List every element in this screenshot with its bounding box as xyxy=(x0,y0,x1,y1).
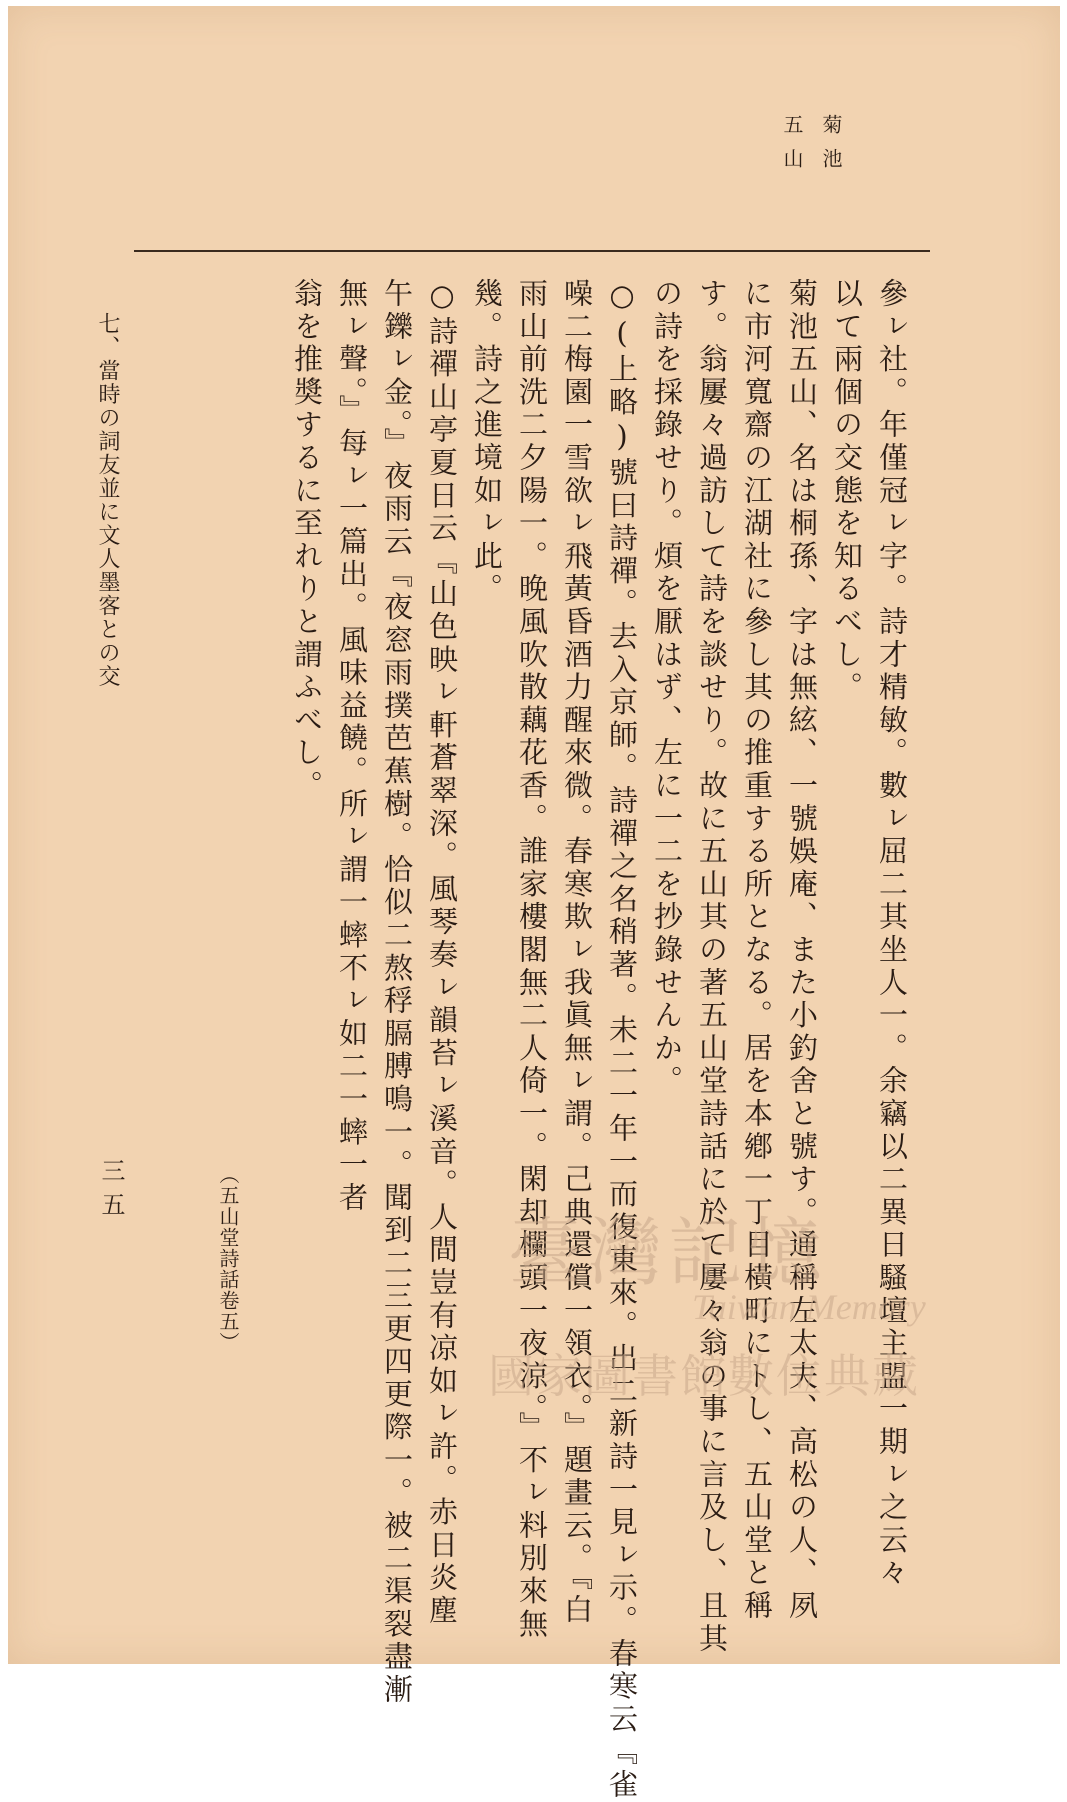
text-line: 午鑠ㇾ金。』夜雨云『夜窓雨撲芭蕉樹。恰似二熬稃膈膊鳴一。聞到二三更四更際一。被二渠裂盡漸 xyxy=(380,278,414,1707)
text-line: に市河寬齋の江湖社に參し其の推重する所となる。居を本鄕一丁目橫町にトし、五山堂と稱 xyxy=(740,278,774,1623)
header-divider-rule xyxy=(134,250,930,252)
source-citation: （五山堂詩話卷五） xyxy=(216,1164,240,1353)
running-header-surname: 菊池 xyxy=(819,114,843,182)
text-line: 以て兩個の交態を知るべし。 xyxy=(830,278,864,705)
text-line: 翁を推奬するに至れりと謂ふべし。 xyxy=(290,278,324,803)
text-line: す。翁屢々過訪して詩を談せり。故に五山其の著五山堂詩話に於て屢々翁の事に言及し、且其 xyxy=(695,278,729,1656)
text-line: ○(上略)號曰詩禪。去入京師。詩禪之名稍著。未二一年一而復東來。出二新詩一見ㇾ示。春寒云『雀 xyxy=(605,278,639,1802)
text-line: 無ㇾ聲。』每ㇾ一篇出。風味益饒。所ㇾ謂一蟀不ㇾ如二一蟀一者 xyxy=(335,278,369,1215)
running-header-given-name: 五山 xyxy=(780,114,804,182)
book-page xyxy=(8,6,1060,1802)
taiwan-memory-watermark xyxy=(488,1194,958,1434)
text-line: 參ㇾ社。年僅冠ㇾ字。詩才精敏。數ㇾ屈二其坐人一。余竊以二異日騷壇主盟一期ㇾ之云々 xyxy=(875,278,909,1590)
watermark-english-text: Taiwan Memory xyxy=(692,1287,926,1327)
text-line: の詩を採錄せり。煩を厭はず、左に一二を抄錄せんか。 xyxy=(650,278,684,1098)
text-line: 幾。詩之進境如ㇾ此。 xyxy=(470,278,504,606)
text-line: 菊池五山、名は桐孫、字は無絃、一號娛庵、また小釣舍と號す。通稱左太夫、高松の人、夙 xyxy=(785,278,819,1623)
text-line: 噪二梅園一雪欲ㇾ飛黃昏酒力醒來微。春寒欺ㇾ我眞無ㇾ謂。己典還償一領衣。』題畫云。『白 xyxy=(560,278,594,1627)
watermark-cjk-text: 臺灣記憶 xyxy=(508,1210,828,1296)
text-line: 雨山前洗二夕陽一。晚風吹散藕花香。誰家樓閣無二人倚一。閑却欄頭一夜涼。』不ㇾ料別來無 xyxy=(515,278,549,1642)
text-line: ○詩禪山亭夏日云『山色映ㇾ軒蒼翠深。風琴奏ㇾ韻苔ㇾ溪音。人間豈有凉如ㇾ許。赤日炎塵 xyxy=(425,278,459,1628)
page-number: 三五 xyxy=(97,1158,125,1226)
running-header xyxy=(778,114,846,182)
main-text-block xyxy=(286,278,912,1802)
watermark-library-text: 國家圖書館數位典藏 xyxy=(488,1349,920,1403)
chapter-footer-title: 七、當時の詞友並に文人墨客との交 xyxy=(95,312,120,688)
